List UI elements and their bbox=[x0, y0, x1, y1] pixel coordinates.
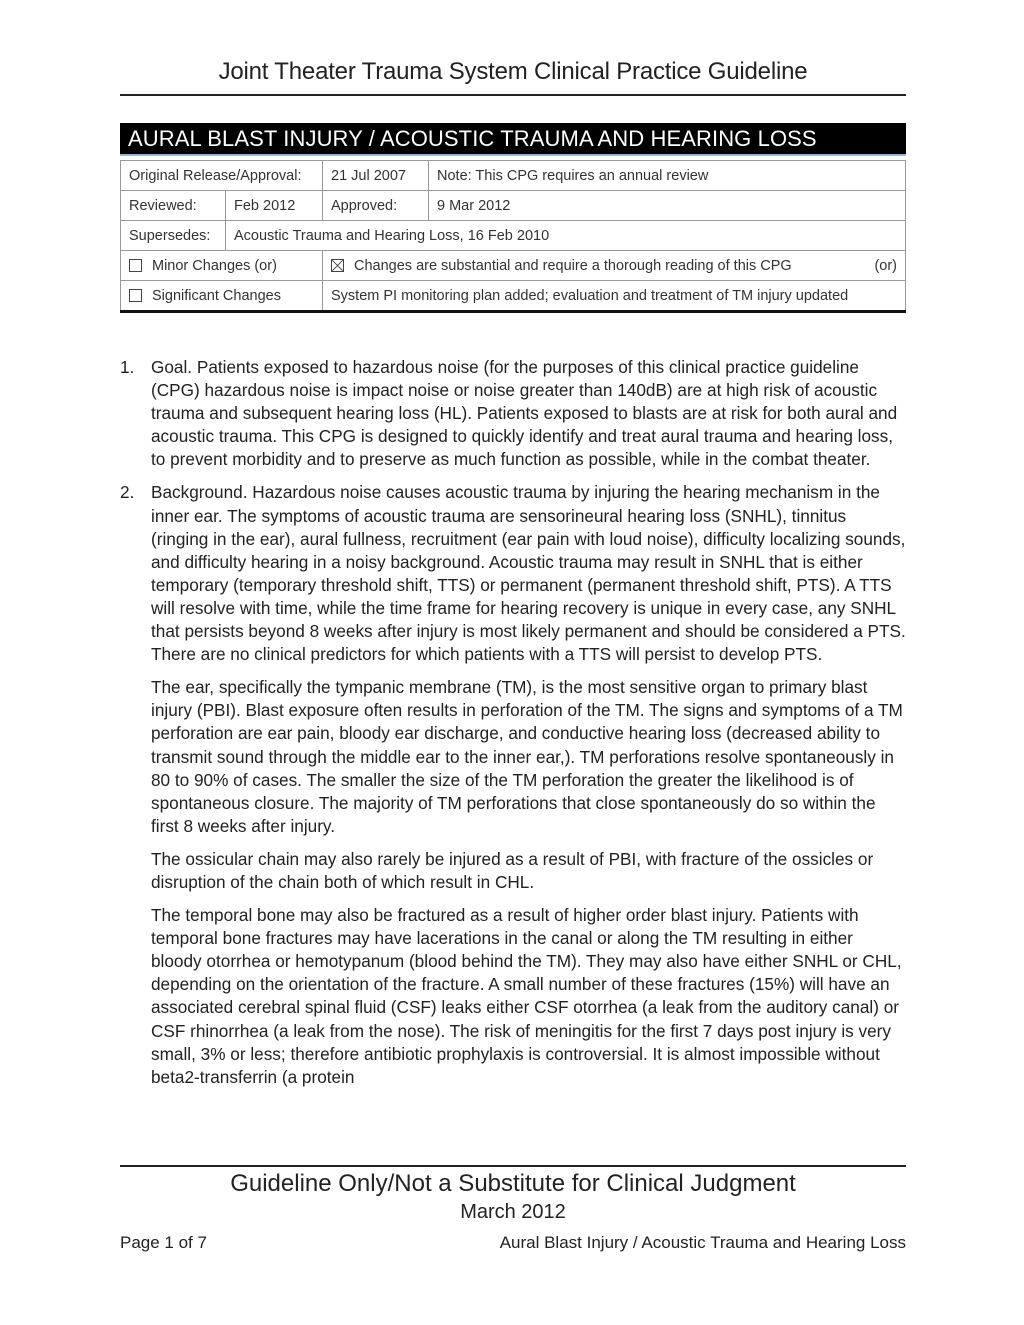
original-release-label: Original Release/Approval: bbox=[121, 161, 323, 191]
minor-changes-label: Minor Changes (or) bbox=[152, 257, 277, 274]
section-text: Background. Hazardous noise causes acoustic trauma by injuring the hearing mechanism in the inner ear. The symptoms of acoustic trauma are sensorineural hearing loss (SNHL), tinnitus (ringing in the ear), aural fullness, recruitment (ear pain with loud noise), difficulty localizing sounds, and difficulty hearing in a noisy background. Acoustic trauma may result in SNHL that is either temporary (temporary threshold shift, TTS) or permanent (permanent threshold shift, PTS). A TTS will resolve with time, while the time frame for hearing recovery is unique in every case, any SNHL that persists beyond 8 weeks after injury is most likely permanent and should be considered a PTS. There are no clinical predictors for which patients with a TTS will persist to develop PTS. bbox=[151, 482, 906, 665]
substantial-changes-label: Changes are substantial and require a thorough reading of this CPG bbox=[354, 257, 792, 274]
paragraph-ossicular-chain: The ossicular chain may also rarely be injured as a result of PBI, with fracture of the ossicles or disruption of the chain both of which result in CHL. bbox=[151, 848, 874, 892]
table-row bbox=[121, 251, 906, 281]
section-number: 2. bbox=[120, 482, 135, 503]
footer-divider bbox=[120, 1165, 906, 1167]
metadata-table bbox=[120, 160, 906, 313]
section-background bbox=[120, 481, 906, 666]
substantial-changes-cell bbox=[323, 251, 906, 281]
reviewed-label: Reviewed: bbox=[121, 191, 226, 221]
page-header-title: Joint Theater Trauma System Clinical Practice Guideline bbox=[218, 58, 808, 85]
minor-changes-cell bbox=[121, 251, 323, 281]
approved-value: 9 Mar 2012 bbox=[429, 191, 906, 221]
table-row bbox=[121, 191, 906, 221]
minor-changes-checkbox[interactable] bbox=[129, 259, 142, 272]
significant-changes-value: System PI monitoring plan added; evaluation and treatment of TM injury updated bbox=[323, 281, 906, 312]
paragraph-tympanic-membrane: The ear, specifically the tympanic membrane (TM), is the most sensitive organ to primary blast injury (PBI). Blast exposure often results in perforation of the TM. The signs and symptoms of a TM perforation are ear pain, bloody ear discharge, and conductive hearing loss (decreased ability to transmit sound through the middle ear to the inner ear,). TM perforations resolve spontaneously in 80 to 90% of cases. The smaller the size of the TM perforation the greater the likelihood is of spontaneous closure. The majority of TM perforations that close spontaneously do so within the first 8 weeks after injury. bbox=[151, 677, 903, 836]
paragraph-temporal-bone: The temporal bone may also be fractured as a result of higher order blast injury. Patients with temporal bone fractures may have lacerations in the canal or along the TM resulting in either bloody otorrhea or hemotypanum (blood behind the TM). They may also have either SNHL or CHL, depending on the orientation of the fracture. A small number of these fractures (15%) will have an associated cerebral spinal fluid (CSF) leaks either CSF otorrhea (a leak from the auditory canal) or CSF rhinorrhea (a leak from the nose). The risk of meningitis for the first 7 days post injury is very small, 3% or less; therefore antibiotic prophylaxis is controversial. It is almost impossible without beta2-transferrin (a protein bbox=[151, 905, 902, 1087]
section-number: 1. bbox=[120, 357, 135, 377]
significant-changes-checkbox[interactable] bbox=[129, 289, 142, 302]
reviewed-value: Feb 2012 bbox=[226, 191, 323, 221]
substantial-or-label: (or) bbox=[874, 257, 897, 274]
section-text: Goal. Patients exposed to hazardous noise (for the purposes of this clinical practice guideline (CPG) hazardous noise is impact noise or noise greater than 140dB) are at high risk of acoustic trauma and subsequent hearing loss (HL). Patients exposed to blasts are at risk for both aural and acoustic trauma. This CPG is designed to quickly identify and treat aural trauma and hearing loss, to prevent morbidity and to preserve as much function as possible, while in the combat theater. bbox=[151, 357, 898, 470]
supersedes-value: Acoustic Trauma and Hearing Loss, 16 Feb 2010 bbox=[226, 221, 906, 251]
footer-document-title: Aural Blast Injury / Acoustic Trauma and Hearing Loss bbox=[499, 1233, 906, 1252]
section-goal bbox=[120, 356, 906, 471]
table-row bbox=[121, 281, 906, 312]
header-divider bbox=[120, 94, 906, 96]
review-note: Note: This CPG requires an annual review bbox=[429, 161, 906, 191]
significant-changes-label: Significant Changes bbox=[152, 287, 281, 304]
footer-date: March 2012 bbox=[460, 1201, 566, 1223]
page-number: Page 1 of 7 bbox=[120, 1233, 207, 1252]
supersedes-label: Supersedes: bbox=[121, 221, 226, 251]
approved-label: Approved: bbox=[323, 191, 429, 221]
document-title: AURAL BLAST INJURY / ACOUSTIC TRAUMA AND HEARING LOSS bbox=[120, 123, 906, 156]
substantial-changes-checkbox[interactable] bbox=[331, 259, 344, 272]
original-release-value: 21 Jul 2007 bbox=[323, 161, 429, 191]
document-body bbox=[120, 356, 906, 1099]
significant-changes-cell bbox=[121, 281, 323, 312]
footer-disclaimer: Guideline Only/Not a Substitute for Clinical Judgment bbox=[230, 1170, 796, 1197]
table-row bbox=[121, 221, 906, 251]
table-row bbox=[121, 161, 906, 191]
